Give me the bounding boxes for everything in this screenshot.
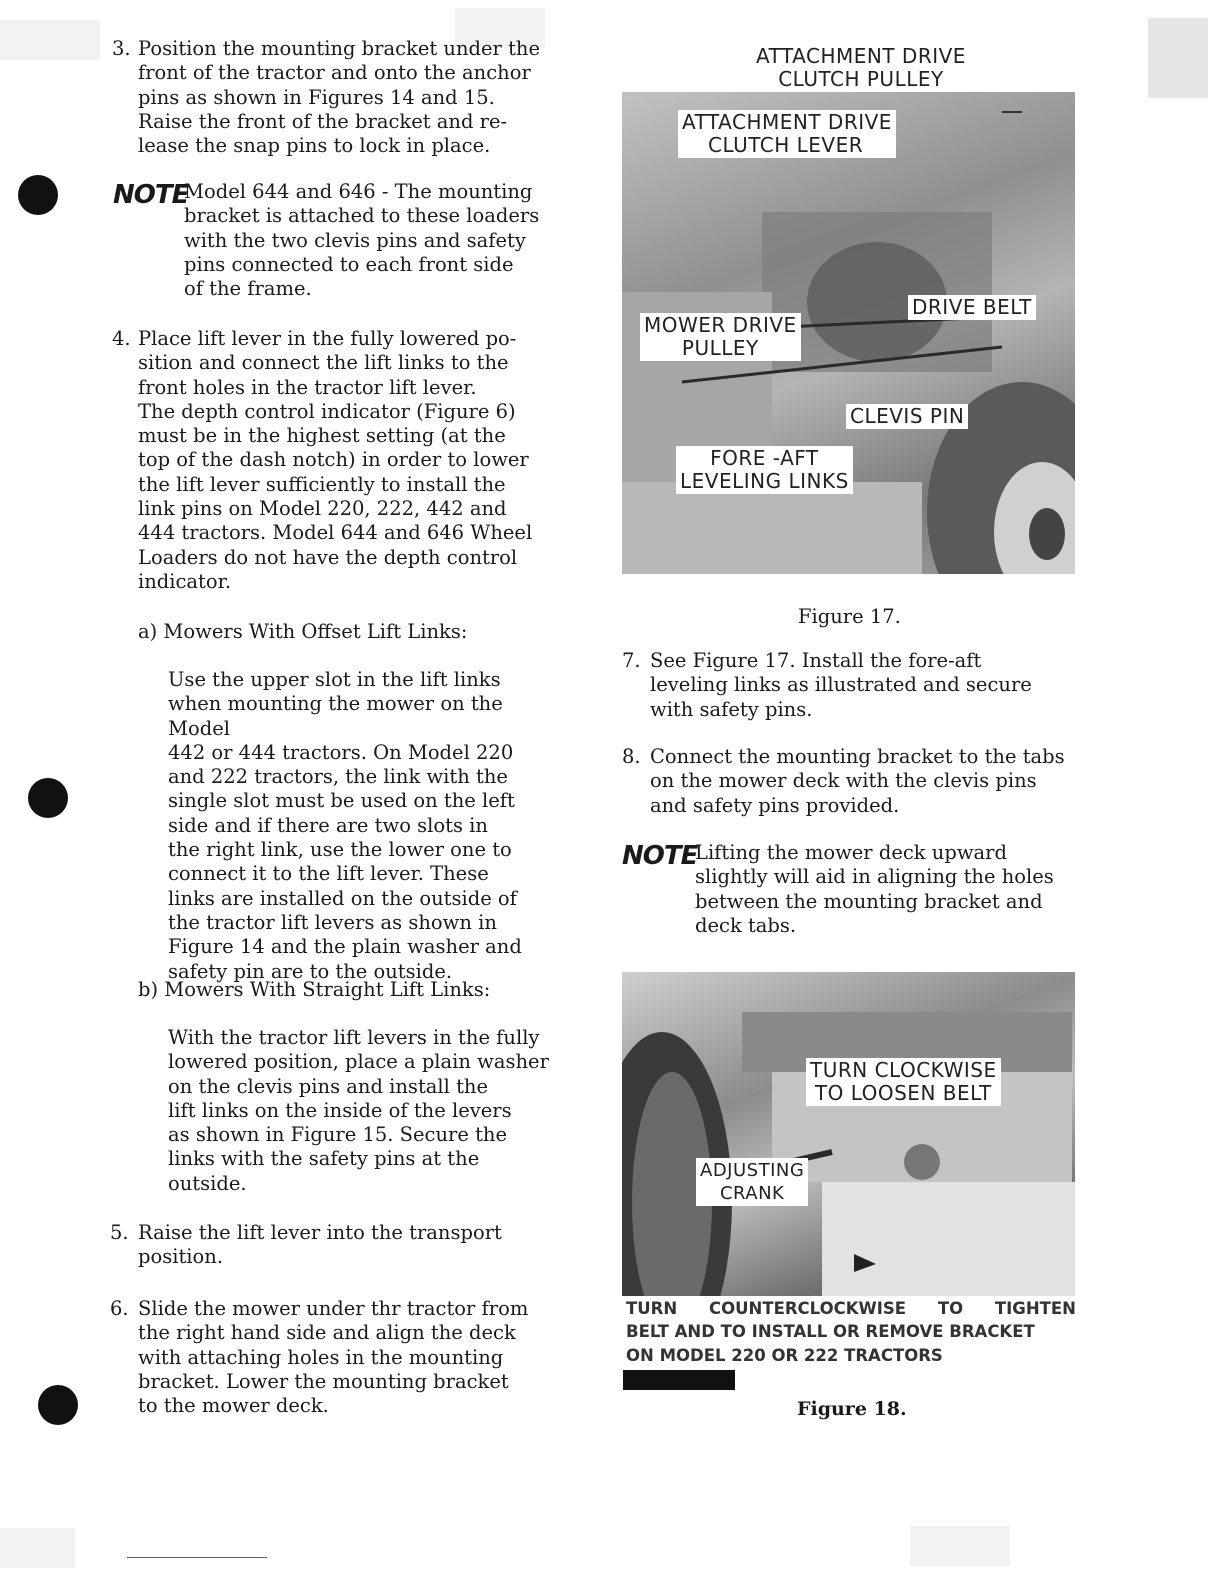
- callout-line: LEVELING LINKS: [680, 469, 849, 493]
- text-line: outside.: [168, 1171, 247, 1195]
- figure-17-caption: Figure 17.: [798, 605, 901, 628]
- subheading: b) Mowers With Straight Lift Links:: [138, 978, 491, 1001]
- callout-line: CLUTCH PULLEY: [778, 67, 944, 91]
- text-line: links are installed on the outside of: [168, 886, 517, 910]
- step-number: 4.: [112, 327, 131, 350]
- callout-line: ATTACHMENT DRIVE: [682, 110, 892, 134]
- step-text: [168, 668, 558, 984]
- text-line: and 222 tractors, the link with the: [168, 765, 508, 789]
- text-line: link pins on Model 220, 222, 442 and: [138, 497, 507, 521]
- text-line: Place lift lever in the fully lowered po-: [138, 327, 517, 350]
- scan-smudge: [1148, 18, 1208, 98]
- step-text: [138, 1221, 558, 1270]
- note-text: [184, 180, 564, 301]
- step-number: 8.: [622, 745, 641, 768]
- step-text: [650, 745, 1070, 818]
- text-line: Model 644 and 646 - The mounting: [184, 180, 533, 203]
- callout-clevis-pin: CLEVIS PIN: [846, 404, 968, 429]
- text-line: on the mower deck with the clevis pins: [650, 769, 1037, 793]
- callout-mower-drive-pulley: [640, 313, 801, 361]
- text-line: with the two clevis pins and safety: [184, 228, 526, 252]
- text-line: safety pin are to the outside.: [168, 959, 453, 983]
- text-line: Raise the front of the bracket and re-: [138, 109, 508, 133]
- text-line: Use the upper slot in the lift links: [168, 668, 501, 691]
- crank-photo-illustration: [622, 972, 1075, 1296]
- text-line: Loaders do not have the depth control: [138, 545, 518, 569]
- text-line: lift links on the inside of the levers: [168, 1098, 512, 1122]
- scan-smudge: [0, 1528, 75, 1568]
- text-line: with safety pins.: [650, 697, 813, 721]
- text-line: single slot must be used on the left: [168, 789, 515, 813]
- note-text: [695, 841, 1070, 938]
- binder-hole: [38, 1385, 78, 1425]
- callout-line: TO LOOSEN BELT: [814, 1081, 992, 1105]
- text-line: Raise the lift lever into the transport: [138, 1221, 502, 1244]
- text-line: indicator.: [138, 569, 232, 593]
- text-line: pins connected to each front side: [184, 252, 514, 276]
- binder-hole: [18, 175, 58, 215]
- text-line: and safety pins provided.: [650, 793, 900, 817]
- step-text: [138, 1297, 558, 1418]
- text-line: 444 tractors. Model 644 and 646 Wheel: [138, 521, 533, 545]
- text-line: lease the snap pins to lock in place.: [138, 134, 491, 158]
- callout-line: FORE -AFT: [710, 446, 819, 470]
- callout-turn-clockwise: [806, 1058, 1001, 1106]
- text-line: to the mower deck.: [138, 1394, 329, 1418]
- step-text: [650, 649, 1070, 722]
- callout-fore-aft-leveling-links: [676, 446, 853, 494]
- text-line: must be in the highest setting (at the: [138, 424, 506, 448]
- step-number: 6.: [110, 1297, 129, 1320]
- text-line: See Figure 17. Install the fore-aft: [650, 649, 982, 672]
- text-line: the lift lever sufficiently to install the: [138, 472, 506, 496]
- text-line: on the clevis pins and install the: [168, 1074, 489, 1098]
- text-line: Figure 14 and the plain washer and: [168, 935, 522, 959]
- callout-attachment-drive-clutch-lever: [678, 110, 896, 158]
- figure-18-caption-line: TURN COUNTERCLOCKWISE TO TIGHTEN: [626, 1299, 1076, 1318]
- text-line: between the mounting bracket and: [695, 889, 1043, 913]
- note-tag: NOTE: [113, 180, 189, 210]
- note-tag: NOTE: [622, 841, 698, 871]
- text-line: connect it to the lift lever. These: [168, 862, 489, 886]
- text-line: leveling links as illustrated and secure: [650, 673, 1032, 697]
- step-text: [138, 327, 558, 594]
- step-number: 5.: [110, 1221, 129, 1244]
- text-line: the tractor lift levers as shown in: [168, 910, 497, 934]
- text-line: bracket. Lower the mounting bracket: [138, 1369, 509, 1393]
- scan-smudge: [0, 20, 100, 60]
- callout-drive-belt: DRIVE BELT: [908, 295, 1036, 320]
- text-line: with attaching holes in the mounting: [138, 1345, 504, 1369]
- figure-18-caption-line: BELT AND TO INSTALL OR REMOVE BRACKET: [626, 1322, 1035, 1341]
- step-text: [168, 1026, 558, 1196]
- text-line: side and if there are two slots in: [168, 813, 488, 837]
- text-line: bracket is attached to these loaders: [184, 204, 540, 228]
- text-line: of the frame.: [184, 277, 312, 301]
- text-line: Slide the mower under thr tractor from: [138, 1297, 529, 1320]
- step-text: [138, 37, 558, 158]
- text-line: Lifting the mower deck upward: [695, 841, 1007, 864]
- callout-line: ADJUSTING: [700, 1160, 805, 1181]
- callout-line: MOWER DRIVE: [644, 313, 797, 337]
- text-line: front of the tractor and onto the anchor: [138, 61, 531, 85]
- callout-line: PULLEY: [681, 336, 759, 360]
- text-line: 442 or 444 tractors. On Model 220: [168, 740, 514, 764]
- text-line: Position the mounting bracket under the: [138, 37, 541, 60]
- text-line: the right link, use the lower one to: [168, 838, 512, 862]
- redacted-mark: [623, 1370, 735, 1390]
- figure-18-caption: Figure 18.: [797, 1398, 907, 1420]
- text-line: the right hand side and align the deck: [138, 1321, 516, 1345]
- callout-line: TURN CLOCKWISE: [810, 1058, 997, 1082]
- callout-line: CLUTCH LEVER: [708, 133, 864, 157]
- footer-rule: [127, 1557, 267, 1558]
- text-line: top of the dash notch) in order to lower: [138, 448, 529, 472]
- text-line: slightly will aid in aligning the holes: [695, 865, 1054, 889]
- text-line: sition and connect the lift links to the: [138, 351, 509, 375]
- text-line: pins as shown in Figures 14 and 15.: [138, 85, 495, 109]
- text-line: position.: [138, 1245, 224, 1269]
- text-line: when mounting the mower on the Model: [168, 692, 503, 740]
- step-number: 3.: [112, 37, 131, 60]
- text-line: The depth control indicator (Figure 6): [138, 399, 516, 423]
- figure-18-photo: [622, 972, 1075, 1296]
- text-line: links with the safety pins at the: [168, 1147, 480, 1171]
- callout-line: CRANK: [719, 1183, 785, 1204]
- scan-smudge: [910, 1526, 1010, 1566]
- text-line: deck tabs.: [695, 913, 797, 937]
- text-line: lowered position, place a plain washer: [168, 1050, 549, 1074]
- text-line: front holes in the tractor lift lever.: [138, 375, 477, 399]
- callout-line: ATTACHMENT DRIVE: [756, 44, 966, 68]
- figure-18-caption-line: ON MODEL 220 OR 222 TRACTORS: [626, 1346, 943, 1365]
- text-line: Connect the mounting bracket to the tabs: [650, 745, 1065, 768]
- subheading: a) Mowers With Offset Lift Links:: [138, 620, 468, 643]
- callout-adjusting-crank: [696, 1158, 808, 1206]
- binder-hole: [28, 778, 68, 818]
- step-number: 7.: [622, 649, 641, 672]
- text-line: With the tractor lift levers in the fully: [168, 1026, 540, 1049]
- text-line: as shown in Figure 15. Secure the: [168, 1123, 508, 1147]
- callout-attachment-drive-clutch-pulley: [752, 44, 970, 92]
